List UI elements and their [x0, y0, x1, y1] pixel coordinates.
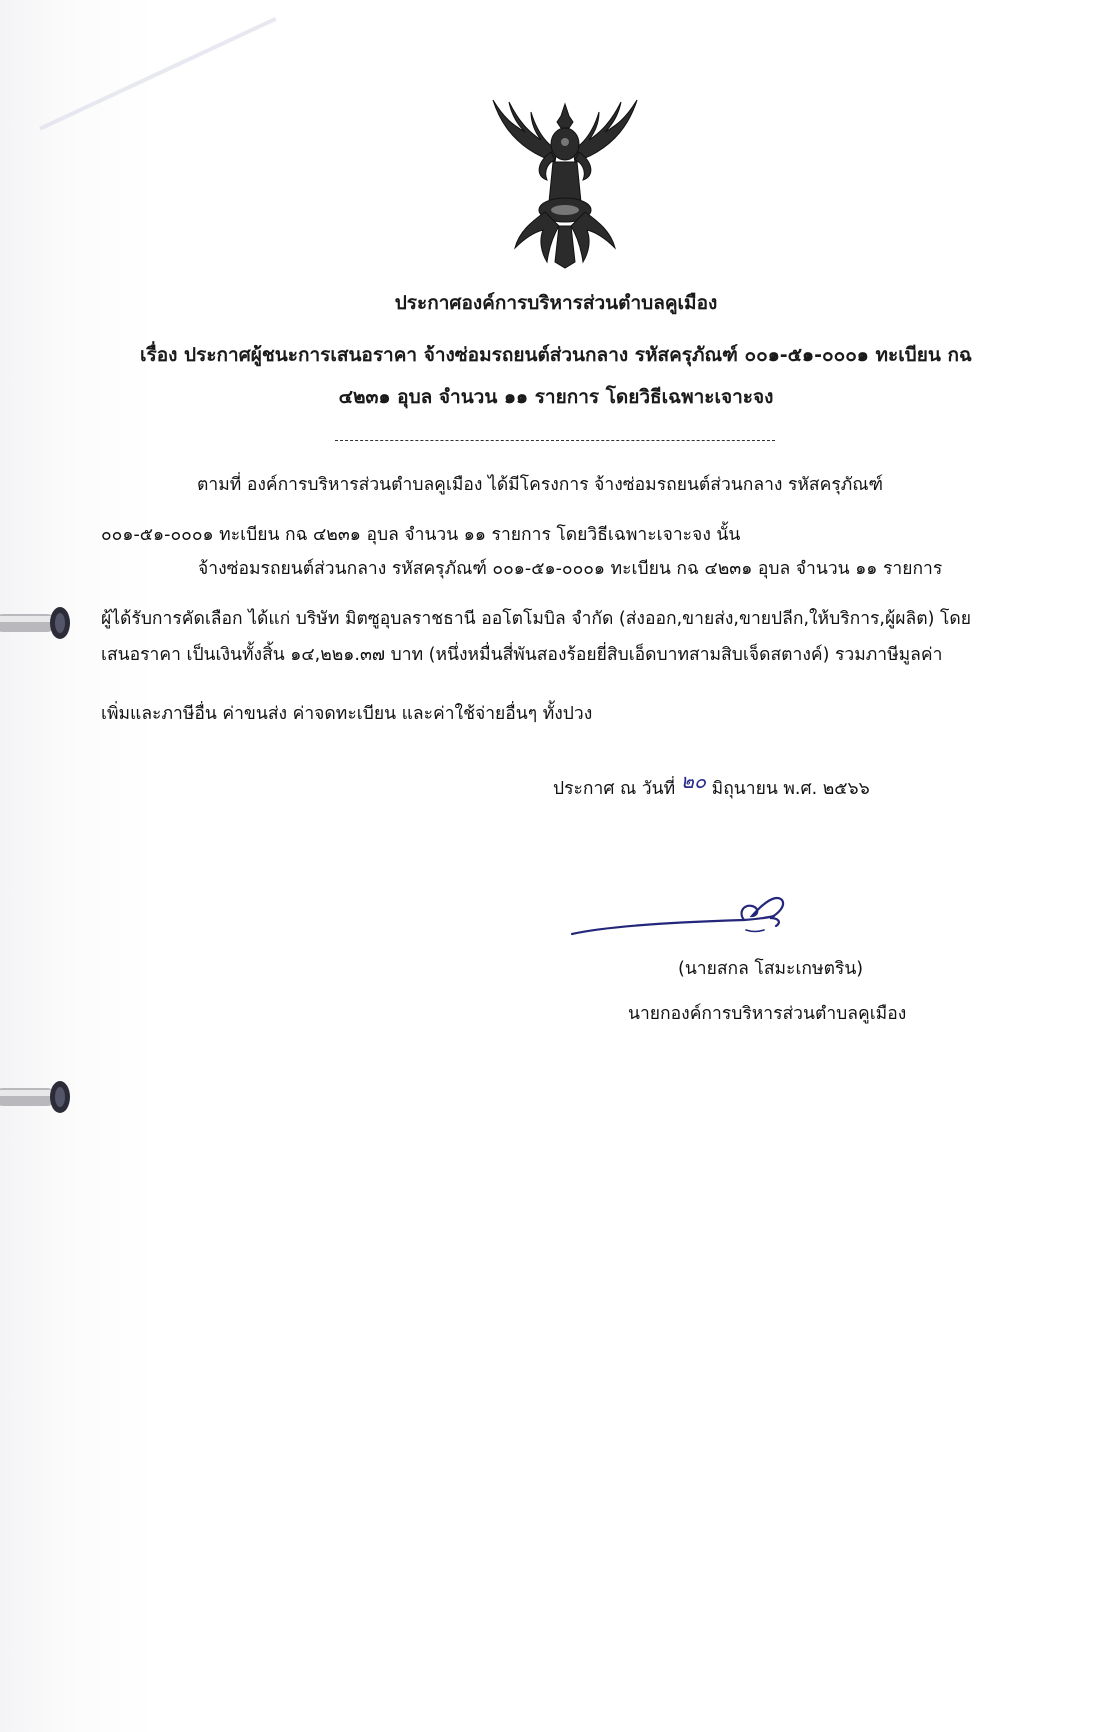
page-crease [39, 17, 276, 131]
paragraph1-line2: ๐๐๑-๕๑-๐๐๐๑ ทะเบียน กฉ ๔๒๓๑ อุบล จำนวน ๑๑ รายการ โดยวิธีเฉพาะเจาะจง นั้น [101, 525, 741, 545]
date-month-year: มิถุนายน พ.ศ. ๒๕๖๖ [711, 779, 870, 799]
binder-ring-bottom [0, 1078, 74, 1116]
announcement-date [553, 769, 870, 800]
announcement-subject-line2: ๔๒๓๑ อุบล จำนวน ๑๑ รายการ โดยวิธีเฉพาะเจาะจง [338, 386, 774, 408]
paragraph2-line3: เสนอราคา เป็นเงินทั้งสิ้น ๑๔,๒๒๑.๓๗ บาท (หนึ่งหมื่นสี่พันสองร้อยยี่สิบเอ็ดบาทสามสิบเจ็ดสตางค์) รวมภาษีมูลค่า [101, 645, 943, 665]
paragraph2-line1: จ้างซ่อมรถยนต์ส่วนกลาง รหัสครุภัณฑ์ ๐๐๑-๕๑-๐๐๐๑ ทะเบียน กฉ ๔๒๓๑ อุบล จำนวน ๑๑ รายการ [198, 559, 943, 579]
handwritten-signature [568, 872, 818, 942]
garuda-emblem-icon [485, 92, 645, 272]
announcement-subject-line1: เรื่อง ประกาศผู้ชนะการเสนอราคา จ้างซ่อมรถยนต์ส่วนกลาง รหัสครุภัณฑ์ ๐๐๑-๕๑-๐๐๐๑ ทะเบียน กฉ [140, 344, 972, 366]
signatory-name: (นายสกล โสมะเกษตริน) [678, 959, 864, 979]
binder-ring-top [0, 604, 74, 642]
date-prefix: ประกาศ ณ วันที่ [553, 779, 676, 799]
announcement-heading: ประกาศองค์การบริหารส่วนตำบลคูเมือง [394, 292, 718, 314]
paragraph1-line1: ตามที่ องค์การบริหารส่วนตำบลคูเมือง ได้มีโครงการ จ้างซ่อมรถยนต์ส่วนกลาง รหัสครุภัณฑ์ [197, 475, 884, 495]
paragraph2-line4: เพิ่มและภาษีอื่น ค่าขนส่ง ค่าจดทะเบียน และค่าใช้จ่ายอื่นๆ ทั้งปวง [101, 704, 593, 724]
heading-separator [335, 440, 775, 441]
signatory-position: นายกองค์การบริหารส่วนตำบลคูเมือง [628, 1004, 907, 1024]
paragraph2-line2: ผู้ได้รับการคัดเลือก ได้แก่ บริษัท มิตซูอุบลราชธานี ออโตโมบิล จำกัด (ส่งออก,ขายส่ง,ขายปลีก,ให้บริการ,ผู้ผลิต) โดย [101, 609, 971, 629]
date-day-handwritten: ๒๐ [680, 769, 707, 793]
